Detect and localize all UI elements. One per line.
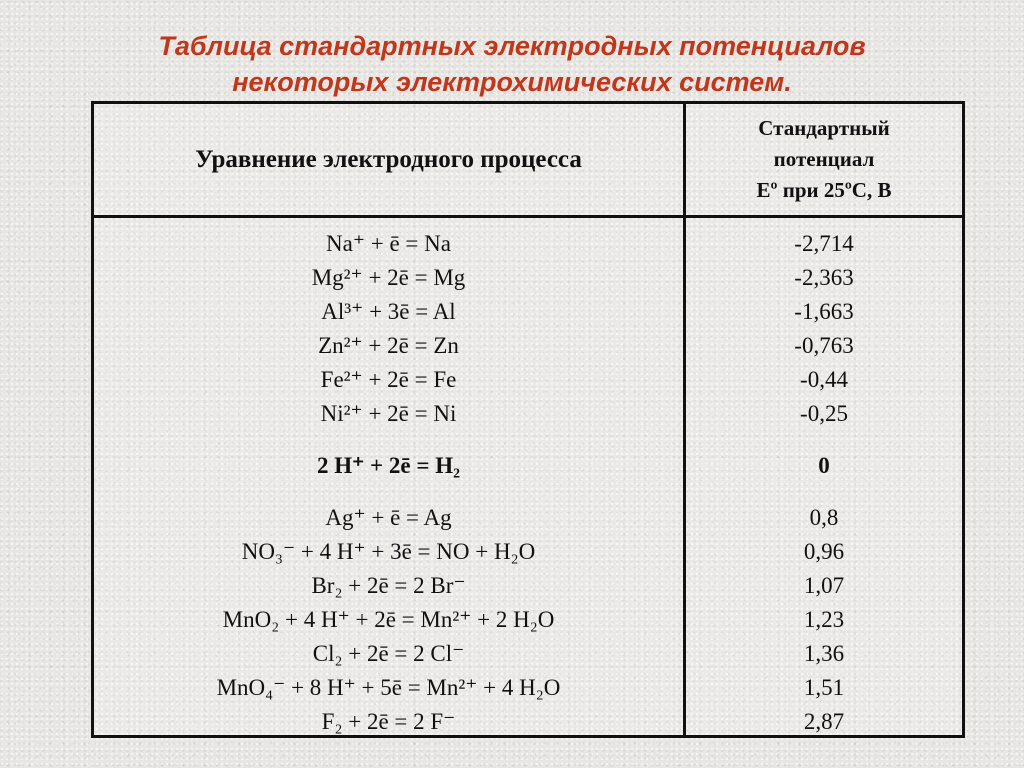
potential-cell: -0,25: [800, 401, 848, 426]
header-potential-line-3: Eº при 25ºС, В: [756, 178, 892, 202]
potential-cell: -2,363: [794, 265, 854, 290]
potential-cell: 1,51: [803, 675, 845, 700]
equation-cell: Cl₂ + 2ē = 2 Cl⁻: [312, 641, 465, 666]
header-potential-line-1: Стандартный: [758, 116, 890, 140]
potential-cell: 1,23: [803, 607, 845, 632]
potentials-table: [91, 101, 965, 738]
potential-cell: 2,87: [803, 709, 845, 734]
potential-cell: 0,96: [803, 539, 845, 564]
equation-column: [94, 218, 683, 739]
title-line-2: некоторых электрохимических систем.: [232, 67, 792, 97]
potential-column: [686, 218, 962, 739]
equation-cell: Mg²⁺ + 2ē = Mg: [311, 265, 466, 290]
potential-cell: -0,763: [794, 333, 854, 358]
equation-cell: Al³⁺ + 3ē = Al: [321, 299, 456, 324]
equation-cell: Fe²⁺ + 2ē = Fe: [320, 367, 457, 392]
equation-cell: MnO₂ + 4 H⁺ + 2ē = Mn²⁺ + 2 H₂O: [222, 607, 555, 632]
potential-cell: 1,07: [803, 573, 845, 598]
potential-cell-hydrogen: 0: [818, 453, 830, 478]
header-potential-line-2: потенциал: [773, 147, 875, 171]
equation-cell: Ni²⁺ + 2ē = Ni: [320, 401, 457, 426]
equation-cell: NO₃⁻ + 4 H⁺ + 3ē = NO + H₂O: [241, 539, 536, 564]
equation-cell: Ag⁺ + ē = Ag: [325, 505, 452, 530]
title-line-1: Таблица стандартных электродных потенциалов: [158, 31, 866, 61]
equation-cell: Br₂ + 2ē = 2 Br⁻: [311, 573, 466, 598]
equation-cell: F₂ + 2ē = 2 F⁻: [321, 709, 456, 734]
equation-cell-hydrogen: 2 H⁺ + 2ē = H₂: [317, 453, 460, 478]
potential-cell: 1,36: [803, 641, 845, 666]
equation-cell: Na⁺ + ē = Na: [326, 231, 451, 256]
header-potential: [686, 104, 962, 215]
header-equation: Уравнение электродного процесса: [195, 145, 582, 173]
equation-cell: Zn²⁺ + 2ē = Zn: [318, 333, 459, 358]
potential-cell: -0,44: [800, 367, 848, 392]
equation-cell: MnO₄⁻ + 8 H⁺ + 5ē = Mn²⁺ + 4 H₂O: [216, 675, 561, 700]
page-title: [0, 28, 1024, 100]
potential-cell: 0,8: [809, 505, 839, 530]
potential-cell: -1,663: [794, 299, 854, 324]
potential-cell: -2,714: [794, 231, 854, 256]
